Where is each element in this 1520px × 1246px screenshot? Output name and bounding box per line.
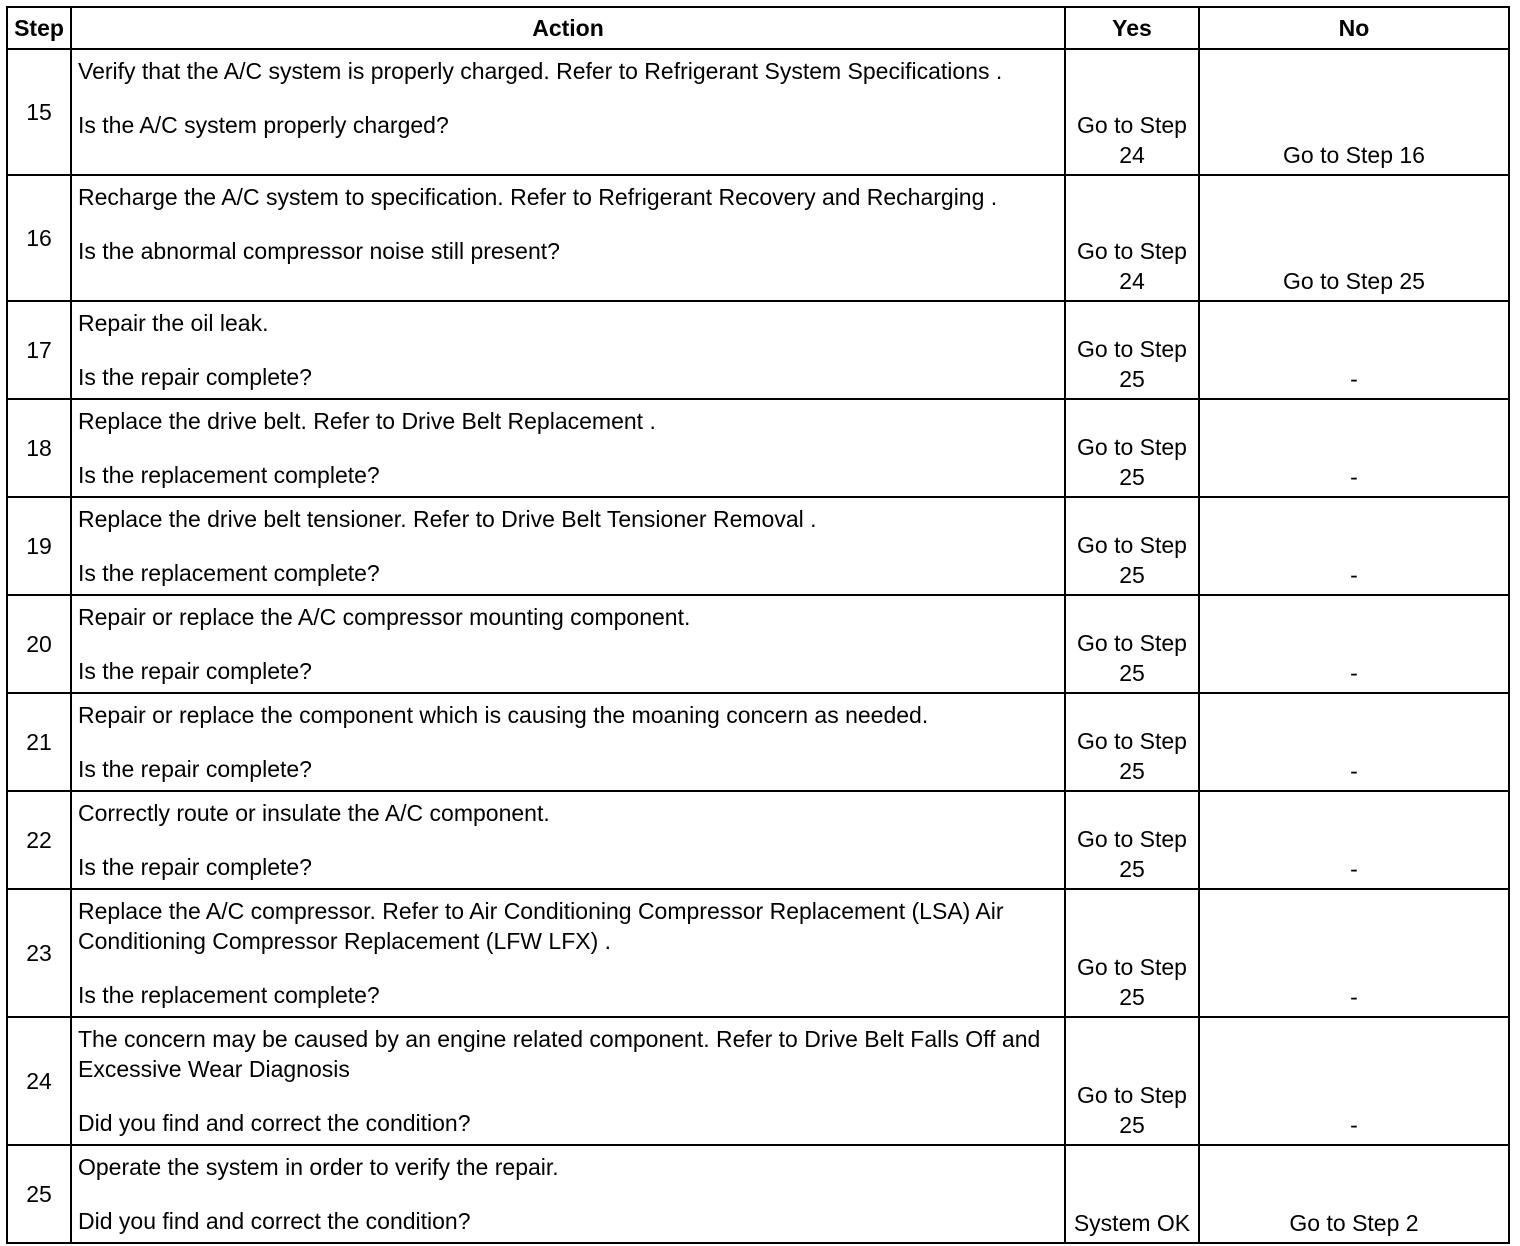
table-row <box>7 49 1509 175</box>
action-text: The concern may be caused by an engine related component. Refer to Drive Belt Falls Off and Excessive Wear Diagnosis <box>78 1026 1041 1082</box>
step-number: 17 <box>7 301 71 399</box>
yes-cell: Go to Step 25 <box>1065 889 1199 1017</box>
header-row <box>7 7 1509 49</box>
table-row <box>7 889 1509 1017</box>
header-yes: Yes <box>1065 7 1199 49</box>
table-row <box>7 399 1509 497</box>
action-question: Did you find and correct the condition? <box>78 1110 471 1136</box>
action-text: Replace the drive belt. Refer to Drive Belt Replacement . <box>78 408 656 434</box>
action-text: Correctly route or insulate the A/C component. <box>78 800 550 826</box>
yes-cell: Go to Step 25 <box>1065 693 1199 791</box>
action-question: Is the repair complete? <box>78 854 312 880</box>
no-cell: - <box>1199 693 1509 791</box>
table-row <box>7 1017 1509 1145</box>
table-row <box>7 497 1509 595</box>
step-number: 21 <box>7 693 71 791</box>
action-question: Is the replacement complete? <box>78 462 380 488</box>
action-cell <box>71 49 1065 175</box>
table-row <box>7 301 1509 399</box>
no-cell: - <box>1199 399 1509 497</box>
action-cell <box>71 301 1065 399</box>
no-cell: Go to Step 25 <box>1199 175 1509 301</box>
no-cell: Go to Step 2 <box>1199 1145 1509 1243</box>
yes-cell: Go to Step 25 <box>1065 595 1199 693</box>
table-row <box>7 595 1509 693</box>
action-question: Is the repair complete? <box>78 364 312 390</box>
yes-cell: Go to Step 25 <box>1065 399 1199 497</box>
action-text: Repair or replace the component which is causing the moaning concern as needed. <box>78 702 929 728</box>
yes-cell: Go to Step 25 <box>1065 497 1199 595</box>
action-cell <box>71 595 1065 693</box>
no-cell: - <box>1199 791 1509 889</box>
action-cell <box>71 791 1065 889</box>
yes-cell: Go to Step 25 <box>1065 1017 1199 1145</box>
step-number: 25 <box>7 1145 71 1243</box>
action-text: Replace the drive belt tensioner. Refer to Drive Belt Tensioner Removal . <box>78 506 817 532</box>
step-number: 16 <box>7 175 71 301</box>
action-text: Recharge the A/C system to specification. Refer to Refrigerant Recovery and Recharging . <box>78 184 998 210</box>
step-number: 20 <box>7 595 71 693</box>
action-question: Is the repair complete? <box>78 658 312 684</box>
diagnostic-steps-table <box>6 6 1510 1244</box>
no-cell: - <box>1199 1017 1509 1145</box>
step-number: 19 <box>7 497 71 595</box>
yes-cell: Go to Step 25 <box>1065 301 1199 399</box>
action-cell <box>71 497 1065 595</box>
action-text: Replace the A/C compressor. Refer to Air Conditioning Compressor Replacement (LSA) Air Conditioning Compressor Replacement (LFW LFX) . <box>78 898 1004 954</box>
yes-cell: System OK <box>1065 1145 1199 1243</box>
yes-cell: Go to Step 25 <box>1065 791 1199 889</box>
no-cell: - <box>1199 497 1509 595</box>
step-number: 22 <box>7 791 71 889</box>
table-row <box>7 693 1509 791</box>
no-cell: - <box>1199 301 1509 399</box>
action-question: Did you find and correct the condition? <box>78 1208 471 1234</box>
yes-cell: Go to Step 24 <box>1065 175 1199 301</box>
header-no: No <box>1199 7 1509 49</box>
table-row <box>7 791 1509 889</box>
no-cell: - <box>1199 889 1509 1017</box>
step-number: 24 <box>7 1017 71 1145</box>
yes-cell: Go to Step 24 <box>1065 49 1199 175</box>
action-question: Is the abnormal compressor noise still present? <box>78 238 560 264</box>
no-cell: Go to Step 16 <box>1199 49 1509 175</box>
action-question: Is the repair complete? <box>78 756 312 782</box>
action-question: Is the A/C system properly charged? <box>78 112 449 138</box>
step-number: 18 <box>7 399 71 497</box>
step-number: 23 <box>7 889 71 1017</box>
no-cell: - <box>1199 595 1509 693</box>
table-row <box>7 175 1509 301</box>
action-text: Repair or replace the A/C compressor mounting component. <box>78 604 691 630</box>
action-text: Operate the system in order to verify the repair. <box>78 1154 559 1180</box>
action-cell <box>71 399 1065 497</box>
action-cell <box>71 1145 1065 1243</box>
action-question: Is the replacement complete? <box>78 560 380 586</box>
action-text: Verify that the A/C system is properly charged. Refer to Refrigerant System Specifications . <box>78 58 1003 84</box>
action-cell <box>71 1017 1065 1145</box>
action-cell <box>71 175 1065 301</box>
step-number: 15 <box>7 49 71 175</box>
action-question: Is the replacement complete? <box>78 982 380 1008</box>
action-cell <box>71 889 1065 1017</box>
action-text: Repair the oil leak. <box>78 310 269 336</box>
header-step: Step <box>7 7 71 49</box>
action-cell <box>71 693 1065 791</box>
header-action: Action <box>71 7 1065 49</box>
table-row <box>7 1145 1509 1243</box>
